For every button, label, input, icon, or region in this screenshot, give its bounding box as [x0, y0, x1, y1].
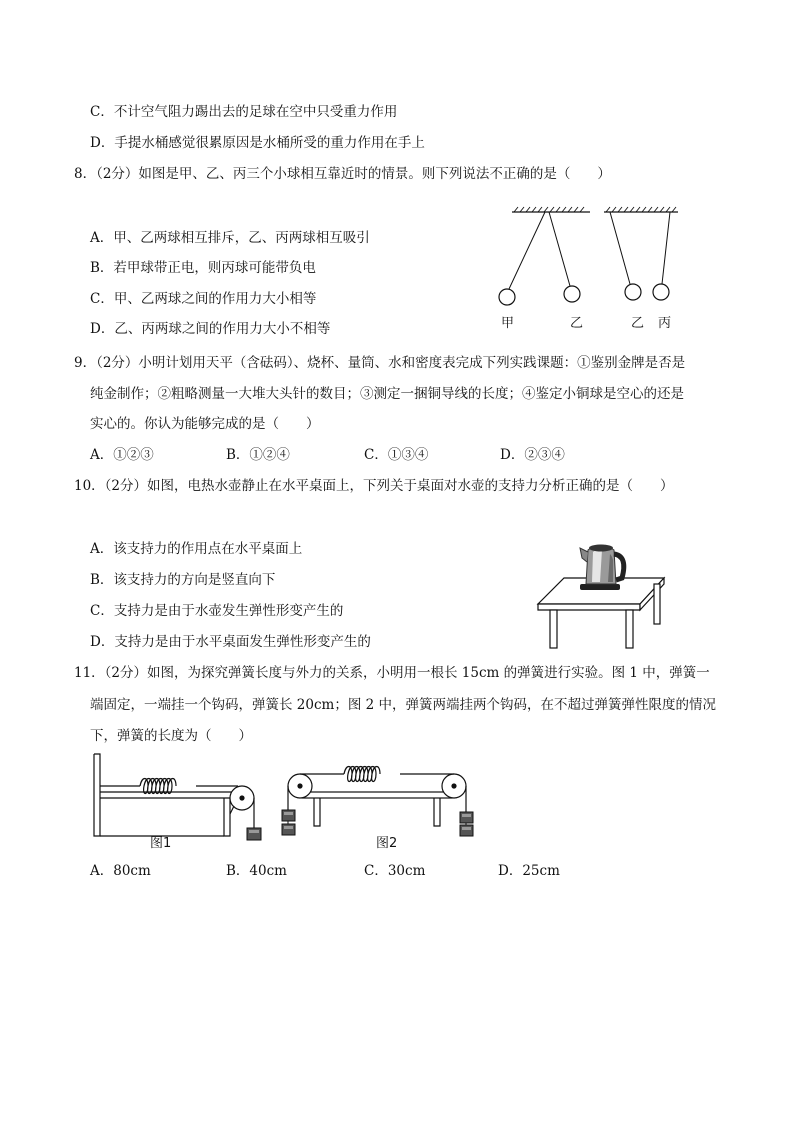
- q10-option-c: C．支持力是由于水壶发生弹性形变产生的: [90, 603, 344, 619]
- q8-stem: 8．（2分）如图是甲、乙、丙三个小球相互靠近时的情景。则下列说法不正确的是（ ）: [74, 166, 611, 182]
- q9-option-b: B．①②④: [226, 447, 290, 463]
- q8-option-d: D．乙、丙两球之间的作用力大小不相等: [90, 321, 331, 337]
- ball-yi-1: [564, 286, 580, 302]
- label-bing: 丙: [658, 316, 672, 331]
- q8-option-b: B．若甲球带正电，则丙球可能带负电: [90, 260, 316, 276]
- q11-option-b: B．40cm: [226, 863, 287, 879]
- q11-option-d: D．25cm: [498, 863, 560, 879]
- q8-option-c: C．甲、乙两球之间的作用力大小相等: [90, 291, 317, 307]
- label-yi-1: 乙: [570, 316, 584, 331]
- hook-weight-1: [247, 828, 261, 840]
- label-jia: 甲: [501, 316, 515, 331]
- hook-weight-2d: [460, 825, 473, 836]
- q8-option-a: A．甲、乙两球相互排斥，乙、丙两球相互吸引: [90, 230, 370, 246]
- q10-stem: 10．（2分）如图，电热水壶静止在水平桌面上，下列关于桌面对水壶的支持力分析正确的是（ ）: [74, 478, 674, 494]
- q11-stem-line1: 11．（2分）如图，为探究弹簧长度与外力的关系，小明用一根长 15cm 的弹簧进行实验。图 1 中，弹簧一: [74, 665, 710, 681]
- q7-option-c: C．不计空气阻力踢出去的足球在空中只受重力作用: [90, 104, 398, 120]
- hook-weight-2c: [460, 812, 473, 823]
- fig2-caption: 图2: [376, 836, 398, 851]
- fig1-caption: 图1: [150, 836, 172, 851]
- q10-option-a: A．该支持力的作用点在水平桌面上: [90, 541, 303, 557]
- q11-option-c: C．30cm: [364, 863, 426, 879]
- ball-bing: [653, 284, 669, 300]
- q11-stem-line2: 端固定，一端挂一个钩码，弹簧长 20cm；图 2 中，弹簧两端挂两个钩码，在不超过弹簧弹性限度的情况: [90, 697, 717, 713]
- ball-yi-2: [625, 284, 641, 300]
- q8-pendulum-figure: [490, 205, 690, 335]
- q9-option-d: D．②③④: [500, 447, 565, 463]
- hook-weight-2b: [282, 824, 295, 835]
- q10-kettle-table-figure: [536, 536, 672, 652]
- q9-stem-line1: 9．（2分）小明计划用天平（含砝码）、烧杯、量筒、水和密度表完成下列实践课题：①鉴别金牌是否是: [74, 355, 686, 371]
- q9-stem-line3: 实心的。你认为能够完成的是（ ）: [90, 416, 320, 432]
- label-yi-2: 乙: [631, 316, 645, 331]
- q9-option-c: C．①③④: [364, 447, 429, 463]
- q11-stem-line3: 下，弹簧的长度为（ ）: [90, 728, 252, 744]
- q9-option-a: A．①②③: [90, 447, 154, 463]
- q9-stem-line2: 纯金制作；②粗略测量一大堆大头针的数目；③测定一捆铜导线的长度；④鉴定小铜球是空心的还是: [90, 386, 684, 402]
- q10-option-d: D．支持力是由于水平桌面发生弹性形变产生的: [90, 634, 371, 650]
- q7-option-d: D．手提水桶感觉很累原因是水桶所受的重力作用在手上: [90, 135, 425, 151]
- q11-spring-figures: [88, 752, 488, 852]
- q11-option-a: A．80cm: [90, 863, 151, 879]
- hook-weight-2a: [282, 810, 295, 821]
- ball-jia: [499, 289, 515, 305]
- q10-option-b: B．该支持力的方向是竖直向下: [90, 572, 276, 588]
